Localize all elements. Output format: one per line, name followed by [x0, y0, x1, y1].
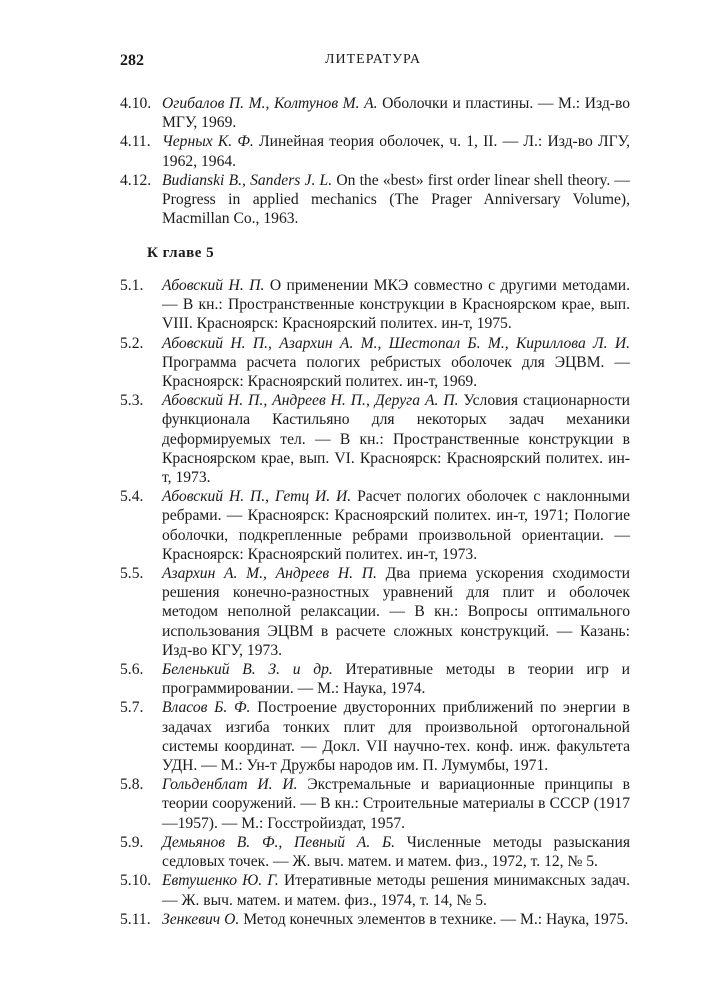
reference-item	[120, 171, 630, 229]
reference-number: 4.12.	[120, 171, 152, 189]
reference-item	[120, 775, 630, 833]
reference-authors: Огибалов П. М., Колтунов М. А.	[162, 95, 378, 112]
reference-text: Итеративные методы в теории игр и программировании. — М.: Наука, 1974.	[162, 661, 630, 698]
reference-number: 5.10.	[120, 872, 152, 890]
reference-text: Оболочки и пластины. — М.: Изд-во МГУ, 1969.	[162, 95, 631, 132]
reference-authors: Евтушенко Ю. Г.	[162, 872, 279, 890]
reference-text: Линейная теория оболочек, ч. 1, II. — Л.: Изд-во ЛГУ, 1962, 1964.	[162, 133, 630, 170]
reference-number: 5.9.	[120, 833, 144, 851]
reference-item	[120, 132, 630, 170]
reference-item	[120, 698, 630, 775]
reference-number: 4.10.	[120, 95, 152, 112]
reference-text: Построение двусторонних приближений по энергии в задачах изгиба тонких плит для произвольной ортогональной системы координат. — Докл. VII научно-тех. конф. инж. факультета УДН. — М.: Ун-т Дружбы народов им. П. Лумумбы, 1971.	[162, 699, 630, 775]
reference-authors: Абовский Н. П., Азархин А. М., Шестопал Б. М., Кириллова Л. И.	[162, 334, 630, 352]
reference-authors: Абовский Н. П., Андреев Н. П., Деруга А. П.	[162, 392, 459, 410]
reference-authors: Budianski B., Sanders J. L.	[162, 171, 333, 189]
reference-authors: Демьянов В. Ф., Певный А. Б.	[162, 833, 396, 851]
reference-item	[120, 871, 630, 909]
section-heading: К главе 5	[147, 245, 215, 261]
reference-item	[120, 564, 630, 660]
reference-authors: Власов Б. Ф.	[162, 699, 251, 717]
reference-authors: Азархин А. М., Андреев Н. П.	[162, 565, 377, 583]
reference-number: 5.5.	[120, 565, 144, 583]
reference-authors: Гольденблат И. И.	[162, 776, 298, 794]
reference-number: 5.2.	[120, 334, 144, 352]
reference-text: Метод конечных элементов в технике. — М.: Наука, 1975.	[243, 910, 629, 928]
reference-item	[120, 334, 630, 392]
reference-text: On the «best» first order linear shell theory. — Progress in applied mechanics (The Prager Anniversary Volume), Macmillan Co., 1963.	[162, 171, 631, 228]
reference-item	[120, 660, 630, 698]
reference-authors: Беленький В. З. и др.	[162, 661, 333, 679]
reference-text: О применении МКЭ совместно с другими методами. — В кн.: Пространственные конструкции в Красноярском крае, вып. VIII. Красноярск: Красноярский политех. ин-т, 1975.	[162, 277, 630, 333]
reference-item	[120, 910, 630, 929]
reference-number: 5.11.	[120, 910, 151, 928]
reference-text: Программа расчета пологих ребристых оболочек для ЭЦВМ. — Красноярск: Красноярский политех. ин-т, 1969.	[162, 353, 630, 391]
reference-number: 5.6.	[120, 661, 144, 679]
reference-text: Численные методы разыскания седловых точек. — Ж. выч. матем. и матем. физ., 1972, т. 12, № 5.	[162, 833, 630, 871]
reference-authors: Абовский Н. П.	[162, 277, 265, 294]
reference-number: 4.11.	[120, 133, 151, 151]
reference-number: 5.1.	[120, 277, 144, 294]
reference-authors: Зенкевич О.	[162, 910, 240, 928]
chapter4-reference-list	[120, 94, 630, 228]
reference-number: 5.4.	[120, 488, 144, 506]
reference-text: Условия стационарности функционала Кастильяно для некоторых задач механики деформируемых тел. — В кн.: Пространственные конструкции в Красноярском крае, вып. VI. Красноярск: Красноярский политех. ин-т, 1973.	[162, 392, 630, 487]
reference-authors: Абовский Н. П., Гетц И. И.	[162, 488, 352, 506]
reference-number: 5.3.	[120, 392, 144, 410]
reference-item	[120, 94, 630, 132]
page-header	[120, 52, 630, 76]
reference-text: Два приема ускорения сходимости решения конечно-разностных уравнений для плит и оболочек методом неполной релаксации. — В кн.: Вопросы оптимального использования ЭЦВМ в расчете сложных конструкций. — Казань: Изд-во КГУ, 1973.	[162, 565, 630, 659]
reference-item	[120, 487, 630, 564]
chapter5-reference-list	[120, 276, 630, 929]
reference-number: 5.8.	[120, 776, 144, 794]
reference-text: Итеративные методы решения минимаксных задач. — Ж. выч. матем. и матем. физ., 1974, т. 14, № 5.	[162, 872, 630, 909]
running-title: ЛИТЕРАТУРА	[325, 52, 422, 67]
reference-text: Расчет пологих оболочек с наклонными ребрами. — Красноярск: Красноярский политех. ин-т, 1971; Пологие оболочки, подкрепленные ребрами произвольной ориентации. — Красноярск: Красноярский политех. ин-т, 1973.	[162, 488, 630, 563]
page-number: 282	[120, 52, 144, 69]
reference-number: 5.7.	[120, 699, 144, 717]
reference-text: Экстремальные и вариационные принципы в теории сооружений. — В кн.: Строительные материалы в СССР (1917—1957). — М.: Госстройиздат, 1957.	[162, 776, 630, 832]
reference-authors: Черных К. Ф.	[162, 133, 254, 151]
reference-item	[120, 833, 630, 871]
reference-item	[120, 276, 630, 334]
reference-item	[120, 391, 630, 487]
